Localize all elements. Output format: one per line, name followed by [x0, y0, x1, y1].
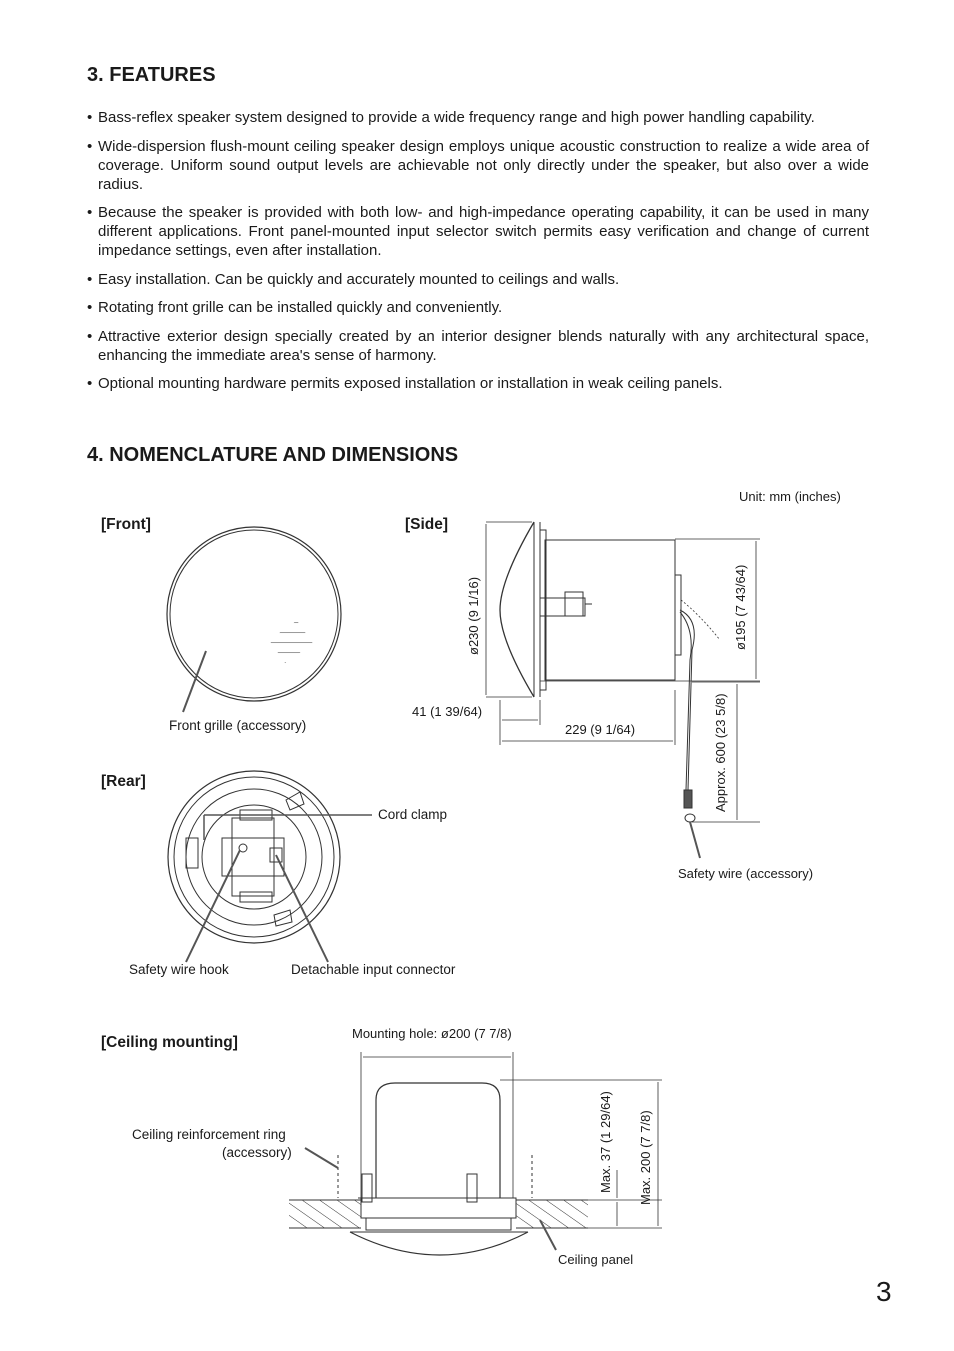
grille-perforation	[269, 621, 313, 663]
features-heading: 3. FEATURES	[87, 64, 216, 86]
max37-label: Max. 37 (1 29/64)	[598, 1091, 613, 1193]
max200-label: Max. 200 (7 7/8)	[638, 1110, 653, 1205]
side-heading: [Side]	[405, 516, 449, 533]
cord-clamp-label: Cord clamp	[378, 807, 448, 822]
dim-195-label: ø195 (7 43/64)	[733, 564, 748, 650]
ceiling-panel-label: Ceiling panel	[558, 1252, 634, 1267]
dim-229-label: 229 (9 1/64)	[565, 722, 636, 737]
unit-note: Unit: mm (inches)	[739, 489, 841, 504]
rear-view-drawing	[168, 771, 372, 962]
dim-600-label: Approx. 600 (23 5/8)	[713, 693, 728, 812]
feature-item: • Wide-dispersion flush-mount ceiling speaker design employs unique acoustic construction to realize a wide area of coverage. Uniform sound output levels are achievable not only directly under the speaker, but also over a wide radius.	[87, 137, 869, 194]
feature-item: • Rotating front grille can be installed quickly and conveniently.	[87, 298, 869, 317]
feature-item: • Because the speaker is provided with both low- and high-impedance operating capability, it can be used in many different applications. Front panel-mounted input selector switch permits easy verification and change of current impedance settings, even after installation.	[87, 203, 869, 260]
mounting-hole-label: Mounting hole: ø200 (7 7/8)	[352, 1026, 512, 1041]
feature-item: • Attractive exterior design specially created by an interior designer blends naturally with any architectural space, enhancing the immediate area's sense of harmony.	[87, 327, 869, 365]
feature-item: • Bass-reflex speaker system designed to provide a wide frequency range and high power handling capability.	[87, 108, 869, 127]
safety-hook-label: Safety wire hook	[129, 962, 229, 977]
ring-label-line1: Ceiling reinforcement ring	[132, 1127, 286, 1142]
nomenclature-heading: 4. NOMENCLATURE AND DIMENSIONS	[87, 444, 459, 466]
ceiling-heading: [Ceiling mounting]	[101, 1034, 238, 1051]
dim-41-label: 41 (1 39/64)	[412, 704, 483, 719]
safety-wire-label: Safety wire (accessory)	[678, 866, 814, 881]
front-grille-label: Front grille (accessory)	[169, 718, 307, 733]
page-number: 3	[876, 1276, 892, 1307]
connector-label: Detachable input connector	[291, 962, 456, 977]
feature-item: • Easy installation. Can be quickly and accurately mounted to ceilings and walls.	[87, 270, 869, 289]
dim-230-label: ø230 (9 1/16)	[466, 576, 481, 655]
rear-heading: [Rear]	[101, 773, 146, 790]
feature-item: • Optional mounting hardware permits exposed installation or installation in weak ceiling panels.	[87, 374, 869, 393]
ring-label-line2: (accessory)	[222, 1145, 292, 1160]
front-view-drawing	[167, 527, 341, 712]
front-heading: [Front]	[101, 516, 151, 533]
